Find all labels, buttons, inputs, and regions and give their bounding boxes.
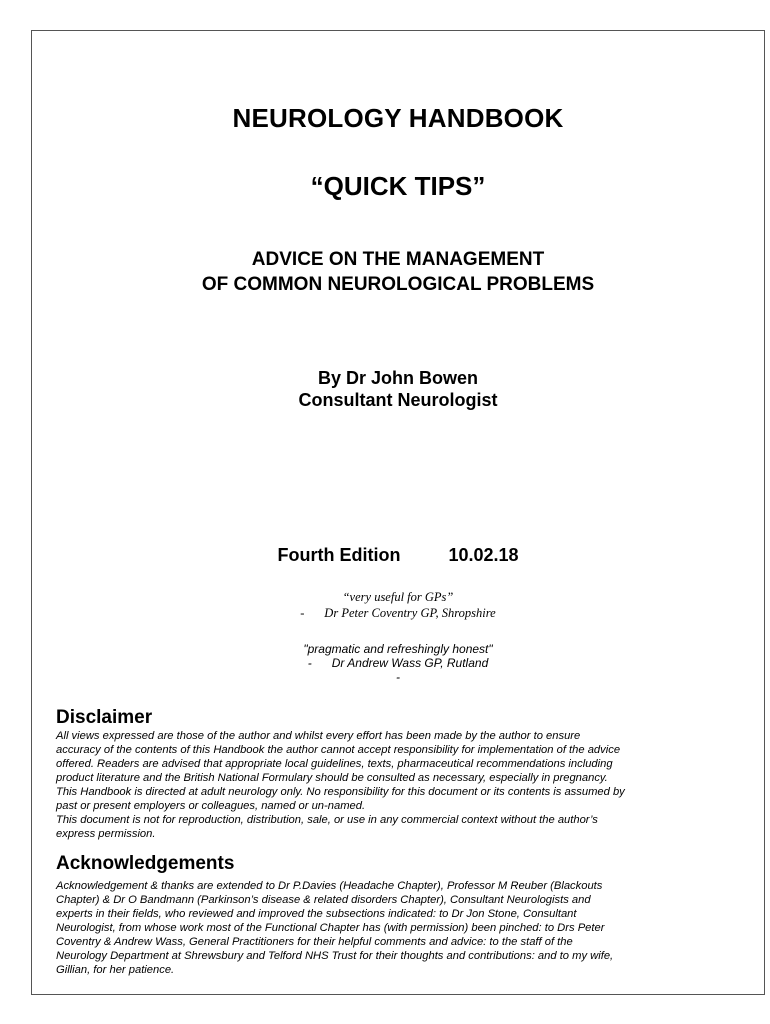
disclaimer-line: This document is not for reproduction, distribution, sale, or use in any commercial context without the author’s (56, 814, 598, 826)
advice-line-1: ADVICE ON THE MANAGEMENT (251, 249, 545, 270)
document-subtitle: “QUICK TIPS” (310, 171, 486, 201)
advice-line-2: OF COMMON NEUROLOGICAL PROBLEMS (201, 274, 595, 295)
disclaimer-text (56, 729, 746, 841)
acknowledgements-line: Gillian, for her patience. (56, 964, 175, 976)
quote-2-attribution: Dr Andrew Wass GP, Rutland (331, 656, 489, 670)
disclaimer-line: All views expressed are those of the author and whilst every effort has been made by the author to ensure (56, 730, 581, 742)
quote-1-text: “very useful for GPs” (342, 590, 454, 604)
quote-2-dash: - (307, 656, 312, 670)
acknowledgements-line: Chapter) & Dr O Bandmann (Parkinson’s disease & related disorders Chapter), Consultant Neurologists and (56, 894, 591, 906)
acknowledgements-line: experts in their fields, who reviewed and improved the subsections indicated: to Dr Jon Stone, Consultant (56, 908, 577, 920)
author-role: Consultant Neurologist (298, 390, 498, 410)
disclaimer-line: express permission. (56, 828, 156, 840)
disclaimer-line: product literature and the British National Formulary should be consulted as necessary, especially in pregnancy. (56, 772, 608, 784)
document-page (31, 30, 765, 995)
disclaimer-line: This Handbook is directed at adult neurology only. No responsibility for this document or its contents is assumed by (56, 786, 625, 798)
edition-label: Fourth Edition (277, 545, 401, 565)
quote-1-dash: - (300, 606, 305, 620)
author-block (32, 367, 764, 411)
disclaimer-line: past or present employers or colleagues, named or un-named. (56, 800, 366, 812)
quote-2 (32, 642, 764, 684)
quote-1-attribution-line (32, 605, 764, 621)
disclaimer-heading: Disclaimer (56, 707, 153, 728)
acknowledgements-line: Acknowledgement & thanks are extended to Dr P.Davies (Headache Chapter), Professor M Reuber (Blackouts (56, 880, 603, 892)
advice-heading (32, 247, 764, 297)
acknowledgements-line: Neurologist, from whose work most of the Functional Chapter has (with permission) been pinched: to Drs Peter (56, 922, 605, 934)
quote-1 (32, 589, 764, 621)
quote-2-text: "pragmatic and refreshingly honest" (303, 642, 493, 656)
author-name: By Dr John Bowen (317, 368, 478, 388)
acknowledgements-heading: Acknowledgements (56, 853, 235, 874)
document-title: NEUROLOGY HANDBOOK (232, 103, 564, 133)
acknowledgements-line: Neurology Department at Shrewsbury and Telford NHS Trust for their thoughts and contributions: and to my wife, (56, 950, 614, 962)
disclaimer-line: accuracy of the contents of this Handbook the author cannot accept responsibility for implementation of the advice (56, 744, 621, 756)
quote-1-attribution: Dr Peter Coventry GP, Shropshire (324, 606, 496, 620)
edition-date: 10.02.18 (448, 545, 519, 565)
edition-line (32, 545, 764, 566)
quote-2-attribution-line (32, 656, 764, 670)
acknowledgements-line: Coventry & Andrew Wass, General Practitioners for their helpful comments and advice: to the staff of the (56, 936, 573, 948)
disclaimer-line: offered. Readers are advised that appropriate local guidelines, texts, pharmaceutical recommendations including (56, 758, 613, 770)
acknowledgements-text (56, 879, 746, 977)
quote-2-trailing: - (396, 670, 400, 684)
